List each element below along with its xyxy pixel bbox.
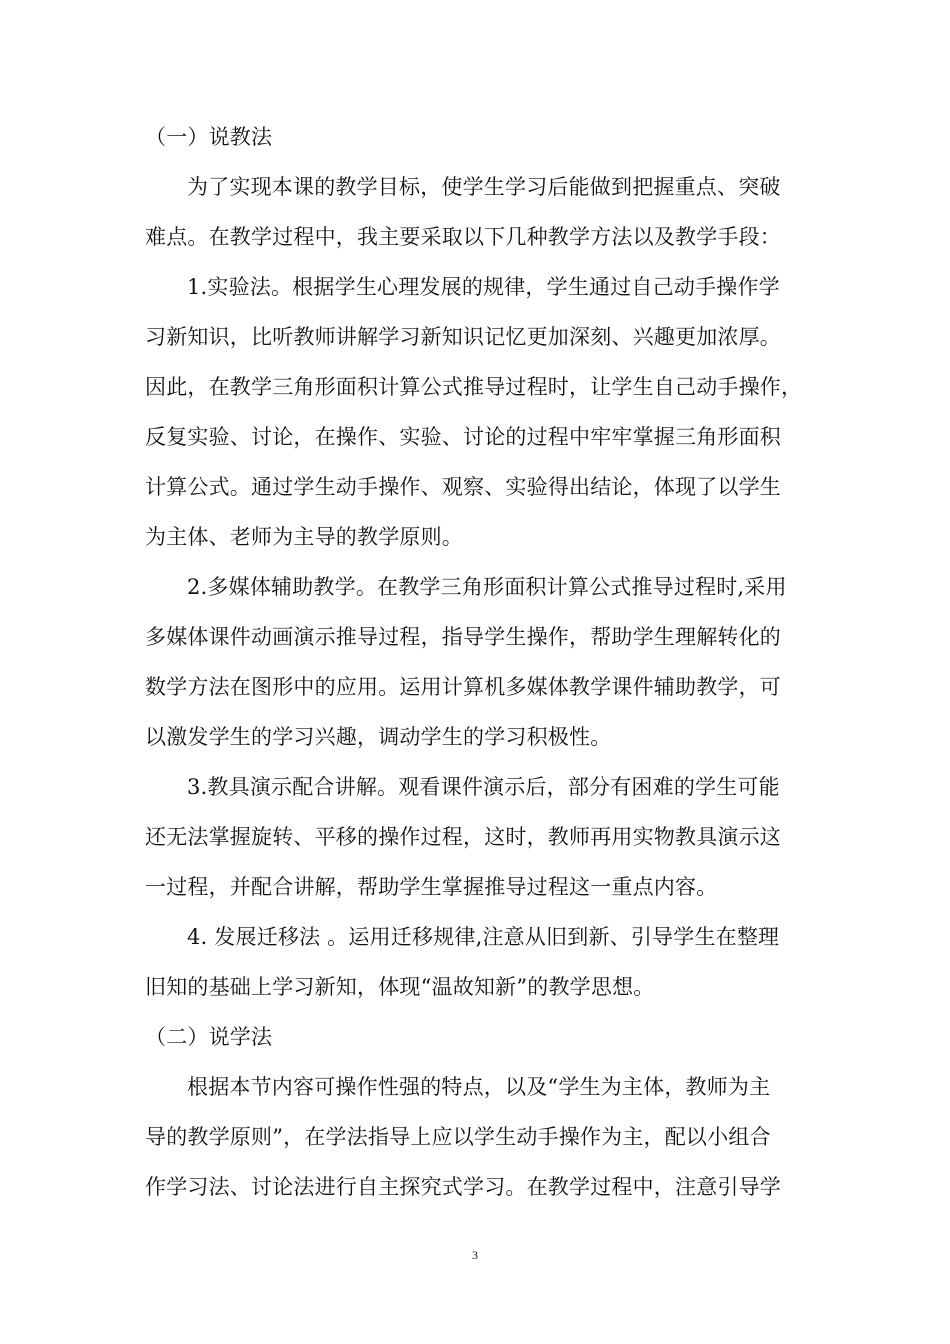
paragraph-line: 计算公式。通过学生动手操作、观察、实验得出结论，体现了以学生 (145, 475, 781, 499)
paragraph-line: 因此，在教学三角形面积计算公式推导过程时，让学生自己动手操作， (145, 375, 803, 399)
paragraph-line: 4. 发展迁移法 。运用迁移规律,注意从旧到新、引导学生在整理 (187, 925, 780, 949)
paragraph-line: 作学习法、讨论法进行自主探究式学习。在教学过程中，注意引导学 (145, 1175, 781, 1199)
paragraph-line: 根据本节内容可操作性强的特点，以及“学生为主体，教师为主 (187, 1075, 771, 1099)
paragraph-line: 习新知识，比听教师讲解学习新知识记忆更加深刻、兴趣更加浓厚。 (145, 325, 781, 349)
paragraph-line: 一过程，并配合讲解，帮助学生掌握推导过程这一重点内容。 (145, 875, 718, 899)
paragraph-line: 还无法掌握旋转、平移的操作过程，这时，教师再用实物教具演示这 (145, 825, 781, 849)
section-heading-teaching-method: （一）说教法 (145, 125, 273, 149)
paragraph-line: 以激发学生的学习兴趣，调动学生的学习积极性。 (145, 725, 612, 749)
paragraph-line: 导的教学原则”，在学法指导上应以学生动手操作为主，配以小组合 (145, 1125, 771, 1149)
paragraph-line: 难点。在教学过程中，我主要采取以下几种教学方法以及教学手段： (145, 225, 781, 249)
paragraph-line: 2.多媒体辅助教学。在教学三角形面积计算公式推导过程时,采用 (187, 575, 787, 599)
page-number: 3 (472, 1248, 478, 1262)
paragraph-line: 反复实验、讨论，在操作、实验、讨论的过程中牢牢掌握三角形面积 (145, 425, 781, 449)
paragraph-line: 数学方法在图形中的应用。运用计算机多媒体教学课件辅助教学，可 (145, 675, 781, 699)
document-body (145, 112, 809, 1212)
paragraph-line: 3.教具演示配合讲解。观看课件演示后，部分有困难的学生可能 (187, 775, 780, 799)
paragraph-line: 多媒体课件动画演示推导过程，指导学生操作，帮助学生理解转化的 (145, 625, 781, 649)
paragraph-line: 1.实验法。根据学生心理发展的规律，学生通过自己动手操作学 (187, 275, 780, 299)
paragraph-line: 为了实现本课的教学目标，使学生学习后能做到把握重点、突破 (187, 175, 781, 199)
paragraph-line: 旧知的基础上学习新知，体现“温故知新”的教学思想。 (145, 975, 655, 999)
paragraph-line: 为主体、老师为主导的教学原则。 (145, 525, 463, 549)
section-heading-learning-method: （二）说学法 (145, 1025, 273, 1049)
